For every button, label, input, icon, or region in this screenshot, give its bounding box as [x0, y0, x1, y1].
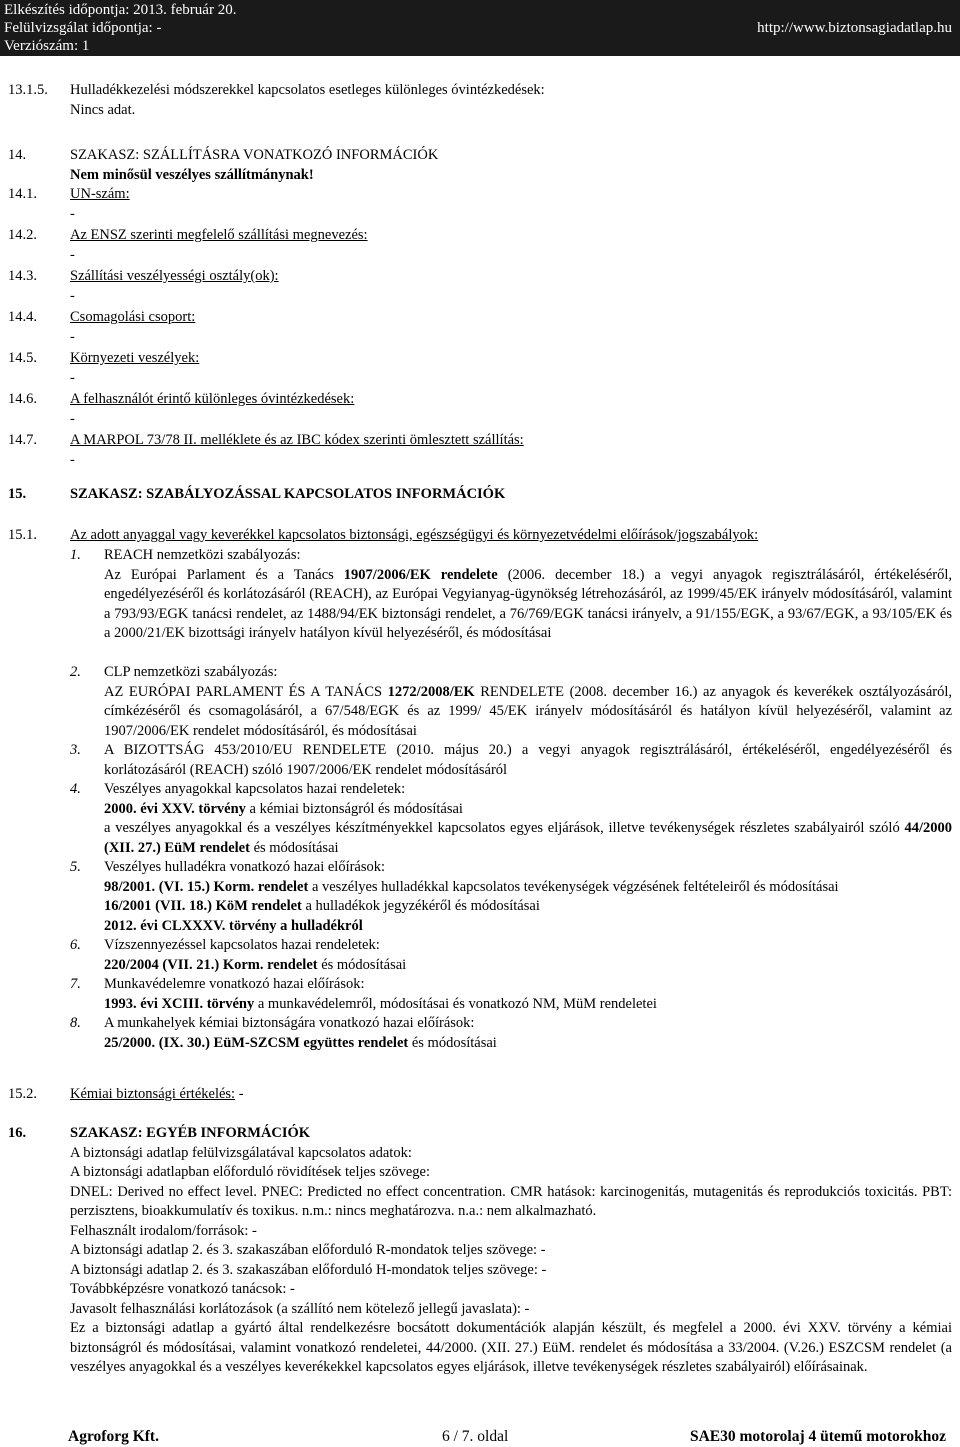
subsection-number: 15.2. — [8, 1086, 37, 1102]
item-number: 14.1. — [8, 186, 37, 202]
transport-item — [8, 431, 952, 451]
document-header — [0, 0, 960, 56]
compliance-statement: Ez a biztonsági adatlap a gyártó által rendelkezésre bocsátott dokumentációk alapján készült, és megfelel a 2000. évi XXV. törvény a kémiai biztonságról és módosításai, valamint vonatkozó rendeletei, 44/2000. (XII. 27.) EüM. rendelet és módosítása a 33/2004. (V.26.) ESZCSM rendelet (a veszélyes anyagokkal és a veszélyes keverékekkel kapcsolatos egyes eljárások, illetve tevékenységek részletes szabályairól) előírásainak. — [70, 1320, 952, 1375]
revision-date: Felülvizsgálat időpontja: - — [4, 20, 162, 36]
transport-item-value-row — [8, 410, 952, 432]
transport-item — [8, 308, 952, 328]
reg-text-clp: AZ EURÓPAI PARLAMENT ÉS A TANÁCS 1272/2008/EK RENDELETE (2008. december 16.) az anyagok és keverékek osztályozásáról, címkézéséről és csomagolásáról, a 67/548/EGK és az 1999/ 45/EK irányelv módosításáról és hatályon kívül helyezéséről, valamint az 1907/2006/EK rendelet módosításáról, és módosításai — [104, 683, 952, 739]
item-number: 14.3. — [8, 268, 37, 284]
transport-item — [8, 390, 952, 410]
reg-number: 6. — [70, 937, 81, 953]
transport-item — [8, 185, 952, 205]
subsection-title: Kémiai biztonsági értékelés: — [70, 1086, 236, 1102]
section-title: SZAKASZ: SZABÁLYOZÁSSAL KAPCSOLATOS INFORMÁCIÓK — [70, 486, 506, 502]
section-16 — [8, 1124, 952, 1144]
product-name: SAE30 motorolaj 4 ütemű motorokhoz — [689, 1428, 946, 1445]
abbreviations-text: DNEL: Derived no effect level. PNEC: Predicted no effect concentration. CMR hatások: karcinogenitás, mutagenitás és reprodukciós toxicitás. PBT: perzisztens, bioakkumulatív és toxikus. n.m.: nincs meghatározva. n.a.: nem alkalmazható. — [70, 1183, 952, 1219]
reg-line: 98/2001. (VI. 15.) Korm. rendelet a veszélyes hulladékkal kapcsolatos tevékenységek végzésének feltételeiről és módosításai — [104, 878, 839, 895]
info-line: Felhasznált irodalom/források: - — [70, 1222, 257, 1239]
reg-line: a veszélyes anyagokkal és a veszélyes készítményekkel kapcsolatos egyes eljárások, illetve tevékenységek részletes szabályairól szóló 44/2000 (XII. 27.) EüM rendelet és módosításai — [104, 820, 952, 856]
item-value: - — [70, 205, 75, 222]
section-number: 16. — [8, 1125, 27, 1141]
item-label: Csomagolási csoport: — [70, 309, 196, 325]
item-value: - — [70, 410, 75, 427]
version-number: Verziószám: 1 — [4, 38, 90, 54]
section-15-2 — [8, 1085, 952, 1105]
transport-item-value-row — [8, 246, 952, 268]
reg-line: 220/2004 (VII. 21.) Korm. rendelet és módosításai — [104, 956, 407, 973]
section-15 — [8, 485, 952, 505]
subsection-title: Az adott anyaggal vagy keverékkel kapcsolatos biztonsági, egészségügyi és környezetvédelmi előírások/jogszabályok: — [70, 527, 759, 543]
item-label: A MARPOL 73/78 II. melléklete és az IBC kódex szerinti ömlesztett szállítás: — [70, 432, 524, 448]
transport-note: Nem minősül veszélyes szállítmánynak! — [70, 166, 314, 183]
reg-number: 7. — [70, 976, 81, 992]
item-value: - — [70, 451, 75, 468]
reg-number: 8. — [70, 1015, 81, 1031]
reg-title: Veszélyes anyagokkal kapcsolatos hazai rendeletek: — [104, 781, 406, 797]
section-14 — [8, 146, 952, 185]
reg-number: 1. — [70, 547, 81, 563]
section-13-1-5 — [8, 81, 952, 120]
item-label: A felhasználót érintő különleges óvintézkedések: — [70, 391, 355, 407]
transport-item — [8, 349, 952, 369]
info-line: A biztonsági adatlap 2. és 3. szakaszában előforduló R-mondatok teljes szövege: - — [70, 1242, 546, 1258]
item-value: - — [70, 287, 75, 304]
item-value: - — [70, 246, 75, 263]
reg-line: 25/2000. (IX. 30.) EüM-SZCSM együttes rendelet és módosításai — [104, 1034, 497, 1051]
section-number: 14. — [8, 147, 27, 163]
info-line: Javasolt felhasználási korlátozások (a szállító nem kötelező jellegű javaslata): - — [70, 1300, 530, 1317]
reg-number: 4. — [70, 781, 81, 797]
page-number: 6 / 7. oldal — [442, 1428, 509, 1445]
creation-date: Elkészítés időpontja: 2013. február 20. — [4, 2, 237, 18]
item-number: 14.7. — [8, 432, 37, 448]
transport-item-value-row — [8, 328, 952, 350]
transport-items — [8, 185, 952, 472]
subsection-title: Hulladékkezelési módszerekkel kapcsolatos esetleges különleges óvintézkedések: — [70, 82, 545, 98]
reg-title: Munkavédelemre vonatkozó hazai előírások: — [104, 976, 365, 992]
subsection-value: - — [235, 1086, 244, 1102]
company-name: Agroforg Kft. — [68, 1428, 159, 1445]
reg-number: 3. — [70, 742, 81, 758]
transport-item — [8, 267, 952, 287]
reg-line: 1993. évi XCIII. törvény a munkavédelemről, módosításai és vonatkozó NM, MüM rendeletei — [104, 995, 657, 1012]
info-line: A biztonsági adatlap 2. és 3. szakaszában előforduló H-mondatok teljes szövege: - — [70, 1261, 547, 1278]
info-line: A biztonsági adatlap felülvizsgálatával kapcsolatos adatok: — [70, 1144, 412, 1161]
transport-item-value-row — [8, 287, 952, 309]
transport-item — [8, 226, 952, 246]
other-info — [70, 1144, 952, 1378]
item-number: 14.2. — [8, 227, 37, 243]
item-value: - — [70, 369, 75, 386]
regulations-block — [8, 526, 952, 546]
reg-text-reach: Az Európai Parlament és a Tanács 1907/2006/EK rendelete (2006. december 18.) a vegyi anyagok regisztrálásáról, értékeléséről, engedélyezéséről és korlátozásáról (REACH), az Európai Vegyianyag-ügynökség létrehozásáról, az 1999/45/EK irányelv módosításáról, valamint a 793/93/EGK tanácsi rendelet, az 1488/94/EK biztonsági rendelet, a 76/769/EGK tanácsi irányelv, a 91/155/EGK, a 93/67/EGK, a 93/105/EK és a 2000/21/EK bizottsági irányelv hatályon kívül helyezéséről, és módosításai — [104, 566, 952, 641]
info-line: A biztonsági adatlapban előforduló rövidítések teljes szövege: — [70, 1164, 430, 1180]
transport-item-value-row — [8, 205, 952, 227]
item-label: Az ENSZ szerinti megfelelő szállítási megnevezés: — [70, 227, 368, 243]
reg-line: 2000. évi XXV. törvény a kémiai biztonságról és módosításai — [104, 800, 463, 817]
reg-text-453: A BIZOTTSÁG 453/2010/EU RENDELETE (2010. május 20.) a vegyi anyagok regisztrálásáról, értékeléséről, engedélyezéséről és korlátozásáról (REACH) szóló 1907/2006/EK rendelet módosításáról — [104, 742, 952, 778]
reg-title: A munkahelyek kémiai biztonságára vonatkozó hazai előírások: — [104, 1015, 475, 1031]
item-label: Szállítási veszélyességi osztály(ok): — [70, 268, 279, 284]
reg-line: 16/2001 (VII. 18.) KöM rendelet a hulladékok jegyzékéről és módosításai — [104, 898, 540, 914]
website-link[interactable]: http://www.biztonsagiadatlap.hu — [757, 20, 952, 36]
item-label: UN-szám: — [70, 186, 130, 202]
reg-title: CLP nemzetközi szabályozás: — [104, 664, 278, 680]
info-line: Továbbképzésre vonatkozó tanácsok: - — [70, 1281, 295, 1297]
subsection-number: 15.1. — [8, 527, 37, 543]
reg-title: REACH nemzetközi szabályozás: — [104, 547, 301, 563]
item-label: Környezeti veszélyek: — [70, 350, 200, 366]
item-number: 14.6. — [8, 391, 37, 407]
transport-item-value-row — [8, 369, 952, 391]
section-title: SZAKASZ: EGYÉB INFORMÁCIÓK — [70, 1125, 311, 1141]
section-number: 15. — [8, 486, 27, 502]
item-number: 14.5. — [8, 350, 37, 366]
reg-title: Vízszennyezéssel kapcsolatos hazai rendeletek: — [104, 937, 380, 953]
transport-item-value-row — [8, 451, 952, 473]
section-title: SZAKASZ: SZÁLLÍTÁSRA VONATKOZÓ INFORMÁCIÓK — [70, 147, 439, 163]
subsection-number: 13.1.5. — [8, 82, 48, 98]
reg-title: Veszélyes hulladékra vonatkozó hazai előírások: — [104, 859, 386, 875]
reg-number: 2. — [70, 664, 81, 680]
document-footer — [0, 1423, 960, 1445]
subsection-value: Nincs adat. — [70, 101, 136, 118]
item-number: 14.4. — [8, 309, 37, 325]
reg-line: 2012. évi CLXXXV. törvény a hulladékról — [104, 917, 363, 934]
reg-number: 5. — [70, 859, 81, 875]
item-value: - — [70, 328, 75, 345]
regulations-list — [70, 546, 952, 1053]
